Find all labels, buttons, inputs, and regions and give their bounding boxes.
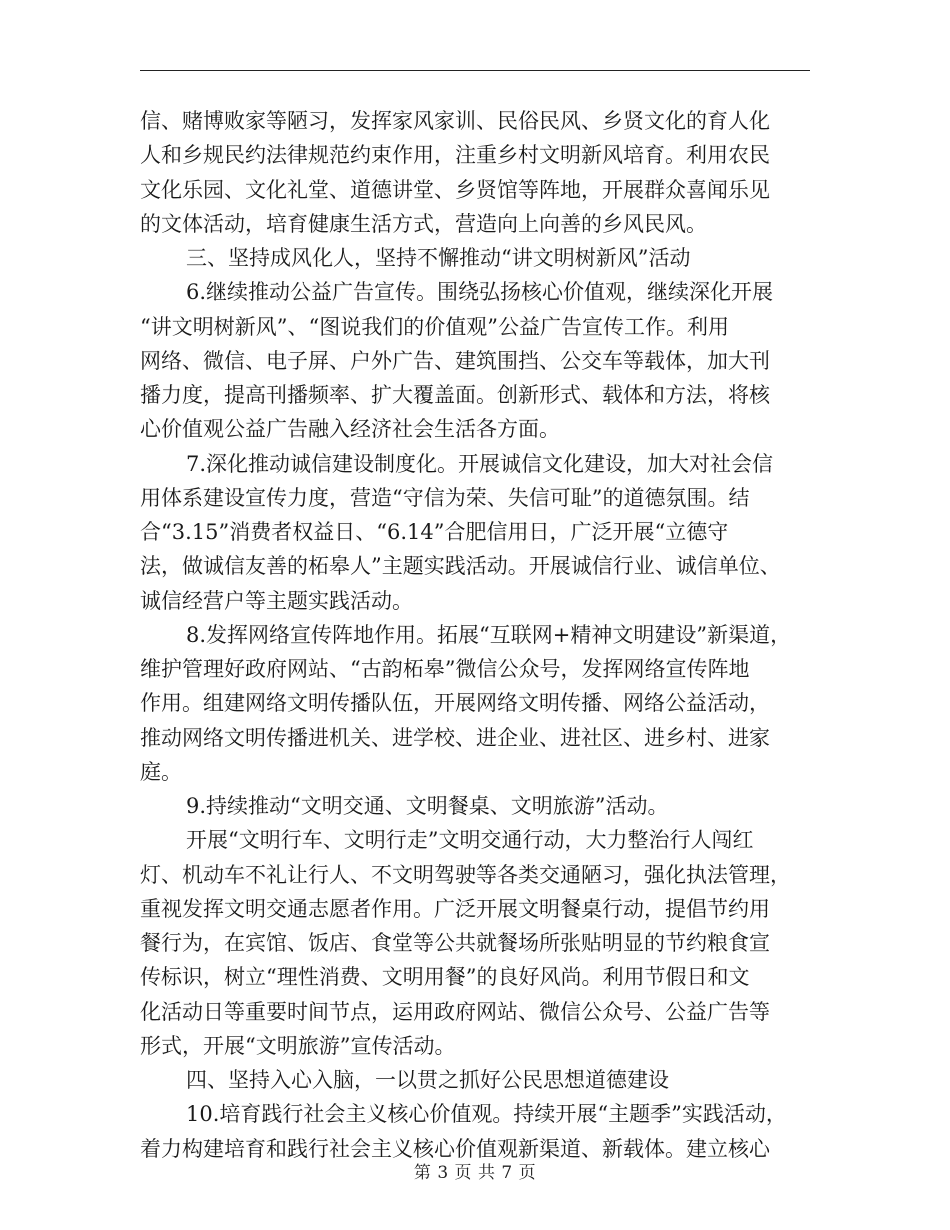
page-footer: 第 3 页 共 7 页 xyxy=(413,1163,537,1183)
text-line: 8.发挥网络宣传阵地作用。拓展“互联网+精神文明建设”新渠道， xyxy=(186,622,792,647)
text-line: 灯、机动车不礼让行人、不文明驾驶等各类交通陋习，强化执法管理， xyxy=(140,862,791,887)
text-line: 诚信经营户等主题实践活动。 xyxy=(140,588,413,613)
text-line: 网络、微信、电子屏、户外广告、建筑围挡、公交车等载体，加大刊 xyxy=(140,348,770,373)
text-line: 9.持续推动“文明交通、文明餐桌、文明旅游”活动。 xyxy=(186,794,669,818)
text-line: 法，做诚信友善的柘皋人”主题实践活动。开展诚信行业、诚信单位、 xyxy=(140,554,781,579)
text-line: 信、赌博败家等陋习，发挥家风家训、民俗民风、乡贤文化的育人化 xyxy=(140,109,770,133)
text-line: 7.深化推动诚信建设制度化。开展诚信文化建设，加大对社会信 xyxy=(186,451,774,476)
text-line: 作用。组建网络文明传播队伍，开展网络文明传播、网络公益活动， xyxy=(140,691,770,716)
text-line: 合“3.15”消费者权益日、“6.14”合肥信用日，广泛开展“立德守 xyxy=(140,520,729,544)
text-line: 用体系建设宣传力度，营造“守信为荣、失信可耻”的道德氛围。结 xyxy=(140,485,750,510)
text-line: 化活动日等重要时间节点，运用政府网站、微信公众号、公益广告等 xyxy=(140,999,770,1024)
text-line: 播力度，提高刊播频率、扩大覆盖面。创新形式、载体和方法，将核 xyxy=(140,383,770,407)
text-line: 的文体活动，培育健康生活方式，营造向上向善的乡风民风。 xyxy=(140,211,707,236)
text-line: 传标识，树立“理性消费、文明用餐”的良好风尚。利用节假日和文 xyxy=(140,965,750,990)
text-line: 6.继续推动公益广告宣传。围绕弘扬核心价值观，继续深化开展 xyxy=(186,280,774,305)
text-line: 三、坚持成风化人，坚持不懈推动“讲文明树新风”活动 xyxy=(186,246,691,270)
text-line: 着力构建培育和践行社会主义核心价值观新渠道、新载体。建立核心 xyxy=(140,1136,770,1161)
text-line: 重视发挥文明交通志愿者作用。广泛开展文明餐桌行动，提倡节约用 xyxy=(140,896,770,921)
text-line: 10.培育践行社会主义核心价值观。持续开展“主题季”实践活动， xyxy=(186,1102,787,1127)
header-rule xyxy=(140,70,810,71)
text-line: 人和乡规民约法律规范约束作用，注重乡村文明新风培育。利用农民 xyxy=(140,143,770,168)
document-body xyxy=(140,104,820,1166)
text-line: 推动网络文明传播进机关、进学校、进企业、进社区、进乡村、进家 xyxy=(140,725,770,750)
text-line: 文化乐园、文化礼堂、道德讲堂、乡贤馆等阵地，开展群众喜闻乐见 xyxy=(140,177,770,202)
text-line: 形式，开展“文明旅游”宣传活动。 xyxy=(140,1033,456,1058)
text-line: 餐行为，在宾馆、饭店、食堂等公共就餐场所张贴明显的节约粮食宣 xyxy=(140,931,770,955)
text-line: 心价值观公益广告融入经济社会生活各方面。 xyxy=(140,417,560,442)
text-line: “讲文明树新风”、“图说我们的价值观”公益广告宣传工作。利用 xyxy=(140,314,729,339)
text-line: 庭。 xyxy=(140,759,182,784)
text-line: 四、坚持入心入脑，一以贯之抓好公民思想道德建设 xyxy=(186,1068,669,1092)
text-line: 开展“文明行车、文明行走”文明交通行动，大力整治行人闯红 xyxy=(186,828,754,853)
text-line: 维护管理好政府网站、“古韵柘皋”微信公众号，发挥网络宣传阵地 xyxy=(140,657,750,681)
